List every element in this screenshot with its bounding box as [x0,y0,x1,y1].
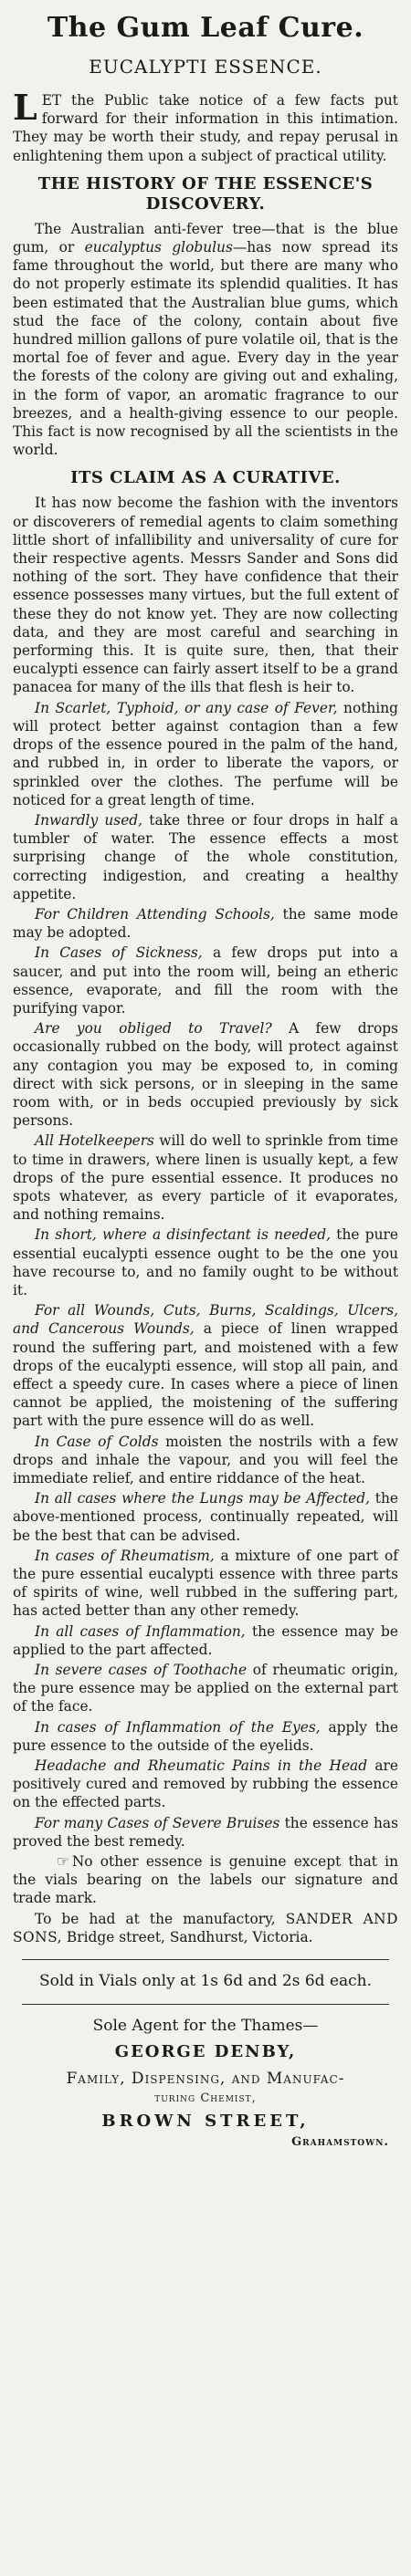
use-inward-label: Inwardly used, [35,811,143,829]
use-headache-label: Headache and Rheumatic Pains in the Head [35,1757,368,1775]
divider-bottom [22,2004,389,2005]
use-toothache-text: of rheumatic origin, the pure essence may be applied on the external part of the face. [13,1662,398,1716]
use-headache [13,1757,398,1812]
use-sickness [13,944,398,1017]
ad-subtitle: EUCALYPTI ESSENCE. [89,56,322,78]
use-eyes-text: apply the pure essence to the outside of the eyelids. [13,1718,398,1754]
agent-name: GEORGE DENBY, [114,2042,297,2062]
maker-text-c: Bridge street, Sandhurst, Victoria. [62,1928,313,1945]
agent-description-cont: turing Chemist, [154,2091,257,2106]
maker-text-a: To be had at the manufactory, [35,1910,286,1927]
history-heading: THE HISTORY OF THE ESSENCE'S DISCOVERY. [37,173,374,214]
use-bruises-label: For many Cases of Severe Bruises [35,1814,280,1831]
use-children-label: For Children Attending Schools, [35,905,275,923]
use-inward [13,811,398,903]
use-rheumatism-text: a mixture of one part of the pure essential eucalypti essence with three parts of spirits of wine, well rubbed in the suffering part, has acted better than any other remedy. [13,1547,398,1620]
agent-street: BROWN STREET, [101,2112,310,2132]
use-sickness-text: a few drops put into a saucer, and put into the room will, being an etheric essence, evaporate, and fill the room with the purifying vapor. [13,944,398,1017]
genuine-notice [13,1852,398,1908]
use-rheumatism-label: In cases of Rheumatism, [35,1547,215,1564]
use-bruises [13,1814,398,1851]
use-children [13,905,398,942]
history-text-em: eucalyptus globulus [84,239,233,256]
use-inward-text: take three or four drops in half a tumbler of water. The essence effects a most surprising change of the whole constitution, correcting indigestion, and creating a healthy appetite. [13,811,398,902]
use-colds-label: In Case of Colds [35,1433,159,1450]
use-wounds-text: a piece of linen wrapped round the suffering part, and moistened with a few drops of the eucalypti essence, will stop all pain, and effect a speedy cure. In cases where a piece of linen cannot be applied, the moistening of the suffering part with the pure essence will do as well. [13,1320,398,1430]
use-eyes [13,1718,398,1755]
use-disinfectant-label: In short, where a disinfectant is needed, [35,1226,332,1244]
use-inflammation-label: In all cases of Inflammation, [35,1622,246,1640]
use-wounds [13,1301,398,1430]
use-children-text: the same mode may be adopted. [13,905,398,942]
agent-town: Grahamstown. [291,2135,389,2150]
pointing-hand-icon: ☞ [57,1853,69,1871]
use-toothache-label: In severe cases of Toothache [35,1662,248,1679]
use-hotel [13,1132,398,1224]
use-lungs [13,1489,398,1545]
history-text-a: The Australian anti-fever tree—that is the blue gum, or [13,220,398,256]
use-colds [13,1433,398,1488]
sold-notice: Sold in Vials only at 1s 6d and 2s 6d each. [38,1972,373,1991]
use-lungs-label: In all cases where the Lungs may be Affected, [35,1490,370,1507]
use-wounds-label: For all Wounds, Cuts, Burns, Scaldings, Ulcers, and Cancerous Wounds, [13,1302,398,1338]
use-lungs-text: the above-mentioned process, continually repeated, will be the best that can be advised. [13,1490,398,1544]
use-inflammation [13,1622,398,1659]
use-hotel-text: will do well to sprinkle from time to time in drawers, where linen is usually kept, a few drops of the pure essential essence. It produces no spots whatever, as every particle of it evaporates, and nothing remains. [13,1132,399,1224]
use-eyes-label: In cases of Inflammation of the Eyes, [35,1718,321,1736]
use-disinfectant [13,1225,398,1299]
use-fever [13,699,398,809]
use-sickness-label: In Cases of Sickness, [35,944,203,962]
use-travel-text: A few drops occasionally rubbed on the body, will protect against any contagion you may be exposed to, in coming direct with sick persons, or in sleeping in the same room with, or in beds occupied previously by sick persons. [13,1020,399,1130]
use-bruises-text: the essence has proved the best remedy. [13,1814,398,1850]
use-travel-label: Are you obliged to Travel? [35,1020,272,1038]
intro-paragraph [13,87,398,165]
use-fever-text: nothing will protect better against contagion than a few drops of the essence poured in the palm of the hand, and rubbed in, in order to liberate the vapors, or sprinkled over the clothes. The perfume will be noticed for a great length of time. [13,699,398,808]
use-toothache [13,1661,398,1716]
manufactory-notice [13,1910,398,1946]
maker-name: SANDER AND SONS, [13,1910,398,1945]
agent-description: Family, Dispensing, and Manufac- [66,2070,345,2089]
use-travel [13,1019,398,1130]
drop-cap: L [13,87,37,128]
use-disinfectant-text: the pure essential eucalypti essence ought to be the one you have recourse to, and no family ought to be without it. [13,1226,398,1298]
agent-label: Sole Agent for the Thames— [92,2017,319,2036]
divider-top [22,1959,389,1960]
use-colds-text: moisten the nostrils with a few drops and inhale the vapour, and you will feel the immediate relief, and entire riddance of the heat. [13,1433,398,1487]
ad-title: The Gum Leaf Cure. [47,12,364,44]
history-text-b: —has now spread its fame throughout the world, but there are many who do not properly estimate its splendid qualities. It has been estimated that the Australian blue gums, which stud the face of the colony, contain about five hundred million gallons of pure volatile oil, that is the mortal foe of fever and ague. Every day in the year the forests of the colony are giving out and exhaling, in the form of vapor, an aromatic fragrance to our breezes, and a health-giving essence to our people. This fact is now recognised by all the scientists in the world. [13,239,398,459]
claim-paragraph: It has now become the fashion with the inventors or discoverers of remedial agents to claim something little short of infallibility and universality of cure for their respective agents. Messrs Sander and Sons did nothing of the sort. They have confidence that their essence possesses many virtues, but the full extent of these they do not know yet. They are now collecting data, and they are most careful and searching in performing this. It is quite sure, then, that their eucalypti essence can fairly assert itself to be a grand panacea for many of the ills that flesh is heir to. [13,495,398,696]
use-inflammation-text: the essence may be applied to the part affected. [13,1622,399,1658]
use-fever-label: In Scarlet, Typhoid, or any case of Fever, [35,699,338,716]
use-headache-text: are positively cured and removed by rubbing the essence on the effected parts. [13,1757,398,1811]
intro-text: ET the Public take notice of a few facts put forward for their information in this intimation. They may be worth their study, and repay perusal in enlightening them upon a subject of practical utility. [13,92,398,164]
history-paragraph [13,220,398,460]
claim-heading: ITS CLAIM AS A CURATIVE. [70,468,341,488]
use-rheumatism [13,1547,398,1621]
use-hotel-label: All Hotelkeepers [35,1132,154,1150]
genuine-text: No other essence is genuine except that in the vials bearing on the labels our signature and trade mark. [13,1853,398,1907]
